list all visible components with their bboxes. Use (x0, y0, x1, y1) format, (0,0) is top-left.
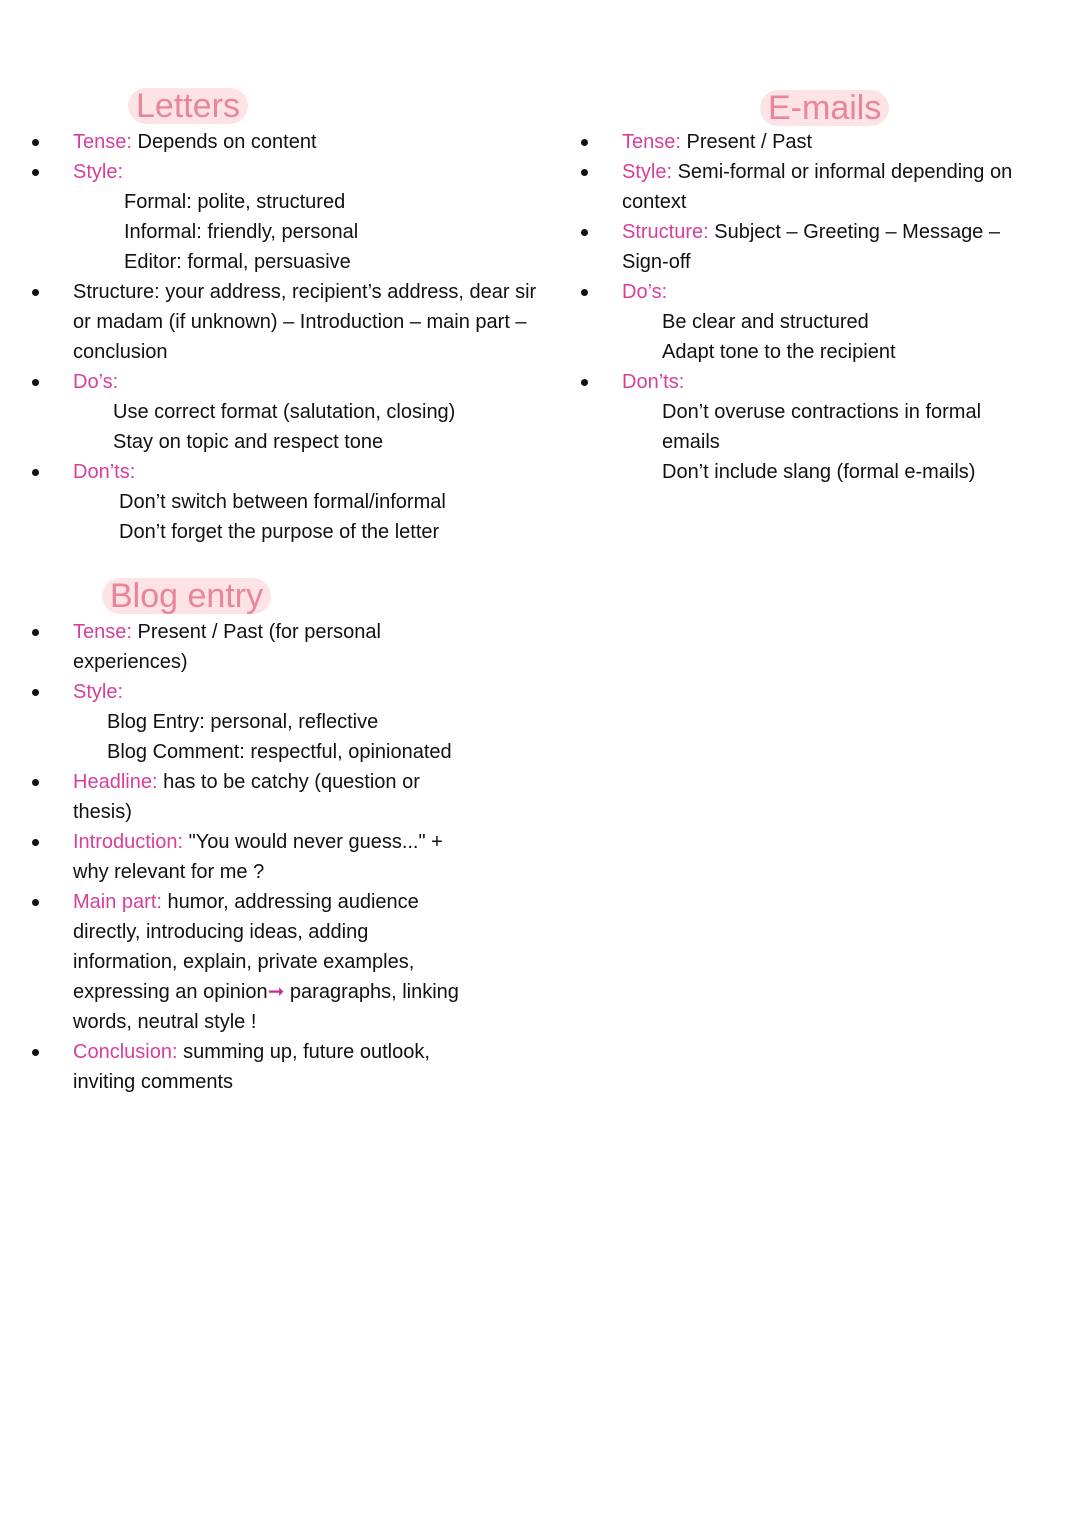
emails-donts (598, 367, 1028, 487)
blog-title: Blog entry (102, 576, 271, 616)
arrow-right-icon: ➞ (267, 981, 285, 1003)
emails-tense (598, 127, 1028, 157)
letters-dos-label: Do’s: (73, 371, 119, 393)
letters-structure (49, 277, 539, 367)
letters-dos (49, 367, 539, 457)
letters-style-informal: Informal: friendly, personal (124, 221, 359, 243)
emails-structure-label: Structure: (622, 221, 709, 243)
letters-tense-label: Tense: (73, 131, 132, 153)
blog-intro-value: "You would never guess..." + why relevant for me ? (73, 831, 443, 883)
letters-style-editor: Editor: formal, persuasive (124, 251, 351, 273)
emails-list (598, 127, 1028, 487)
blog-tense-label: Tense: (73, 621, 132, 643)
emails-tense-label: Tense: (622, 131, 681, 153)
letters-style-formal: Formal: polite, structured (124, 191, 346, 213)
blog-style-label: Style: (73, 681, 124, 703)
emails-dos (598, 277, 1028, 367)
emails-donts-label: Don’ts: (622, 371, 685, 393)
blog-introduction (49, 827, 469, 887)
emails-section (560, 0, 1080, 520)
letters-dos-item: Use correct format (salutation, closing) (113, 401, 456, 423)
emails-style-value: Semi-formal or informal depending on context (622, 161, 1013, 213)
letters-donts-item: Don’t switch between formal/informal (119, 491, 446, 513)
letters-tense (49, 127, 539, 157)
emails-tense-value: Present / Past (686, 131, 813, 153)
blog-list (49, 617, 469, 1097)
letters-donts-label: Don’ts: (73, 461, 136, 483)
letters-donts (49, 457, 539, 547)
emails-donts-item: Don’t include slang (formal e-mails) (662, 461, 976, 483)
blog-main-part (49, 887, 469, 1037)
emails-style-label: Style: (622, 161, 673, 183)
emails-style (598, 157, 1028, 217)
blog-section (0, 560, 560, 1120)
letters-style (49, 157, 539, 277)
blog-conclusion-value: summing up, future outlook, inviting comments (73, 1041, 430, 1093)
blog-main-value-continued: paragraphs, linking words, neutral style ! (73, 981, 459, 1033)
blog-main-label: Main part: (73, 891, 162, 913)
blog-headline-label: Headline: (73, 771, 158, 793)
emails-structure (598, 217, 1028, 277)
emails-dos-label: Do’s: (622, 281, 668, 303)
letters-dos-item: Stay on topic and respect tone (113, 431, 384, 453)
letters-list (49, 127, 539, 547)
blog-conclusion (49, 1037, 469, 1097)
blog-style-comment: Blog Comment: respectful, opinionated (107, 741, 452, 763)
blog-tense (49, 617, 469, 677)
letters-tense-value: Depends on content (137, 131, 317, 153)
blog-style-entry: Blog Entry: personal, reflective (107, 711, 379, 733)
blog-style (49, 677, 469, 767)
blog-main-value: humor, addressing audience directly, introducing ideas, adding information, explain, private examples, expressing an opinion (73, 891, 419, 1003)
blog-intro-label: Introduction: (73, 831, 184, 853)
emails-structure-value: Subject – Greeting – Message – Sign-off (622, 221, 1000, 273)
blog-tense-value: Present / Past (for personal experiences) (73, 621, 381, 673)
letters-title: Letters (128, 86, 248, 126)
emails-donts-item: Don’t overuse contractions in formal emails (662, 401, 982, 453)
letters-style-label: Style: (73, 161, 124, 183)
emails-dos-item: Be clear and structured (662, 311, 869, 333)
blog-headline (49, 767, 469, 827)
blog-conclusion-label: Conclusion: (73, 1041, 178, 1063)
blog-headline-value: has to be catchy (question or thesis) (73, 771, 420, 823)
letters-donts-item: Don’t forget the purpose of the letter (119, 521, 440, 543)
letters-structure-text: Structure: your address, recipient’s address, dear sir or madam (if unknown) – Introduction – main part – conclusion (73, 281, 537, 363)
letters-section (0, 0, 560, 560)
emails-title: E-mails (760, 88, 889, 128)
emails-dos-item: Adapt tone to the recipient (662, 341, 896, 363)
